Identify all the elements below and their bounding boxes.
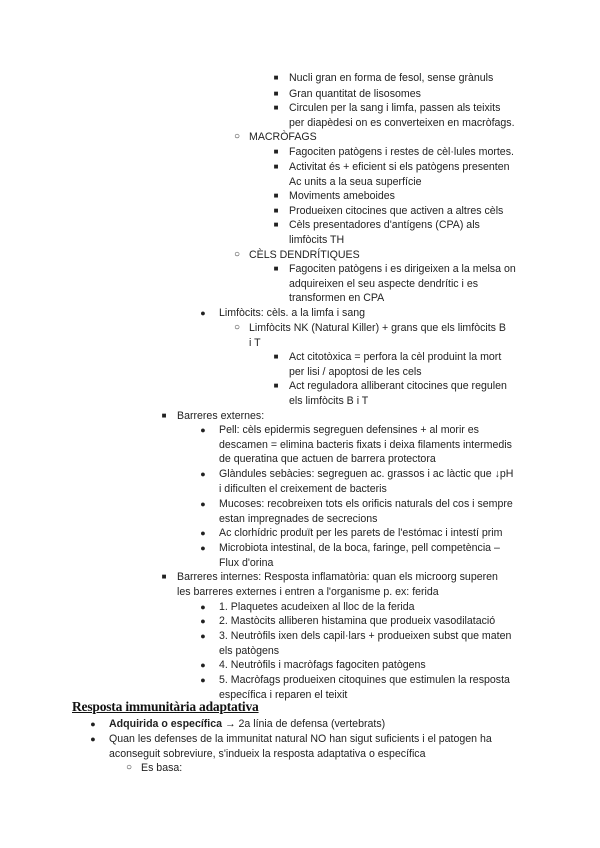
list-item-text: Barreres externes: (177, 410, 265, 422)
list-item (272, 218, 480, 247)
list-item (233, 130, 317, 145)
list-item-text: Produeixen citocines que activen a altres cèls (289, 205, 504, 217)
list-item-text: Glàndules sebàcies: segreguen ac. grassos i ac làctic que ↓pH i dificulten el creixement de bacteris (219, 468, 514, 495)
square-bullet-icon: ■ (273, 103, 279, 112)
square-bullet-icon: ■ (273, 191, 279, 200)
list-item-text: Moviments ameboides (289, 190, 395, 202)
list-item-text: Cèls presentadores d'antígens (CPA) als limfòcits TH (289, 219, 480, 246)
list-item-text: Activitat és + eficient si els patògens presenten Ac units a la seua superfície (289, 161, 510, 188)
list-item-rest: → 2a línia de defensa (vertebrats) (222, 718, 386, 730)
square-bullet-icon: ■ (273, 381, 279, 390)
square-bullet-icon: ■ (273, 352, 279, 361)
list-item (199, 497, 513, 526)
list-item-text (109, 717, 385, 732)
list-item (199, 614, 495, 629)
list-item (272, 262, 516, 306)
disc-bullet-icon: ● (200, 543, 206, 553)
list-item (272, 350, 501, 379)
list-item-text: Microbiota intestinal, de la boca, faringe, pell competència – Flux d'orina (219, 542, 500, 569)
list-item-text: Quan les defenses de la immunitat natural NO han sigut suficients i el patogen ha aconseguit sobreviure, s'indueix la resposta adaptativa o específica (109, 733, 492, 760)
square-bullet-icon: ■ (273, 220, 279, 229)
list-item (199, 673, 510, 702)
disc-bullet-icon: ● (200, 602, 206, 612)
list-item (233, 248, 360, 263)
list-item-text: 3. Neutròfils ixen dels capil·lars + produeixen subst que maten els patògens (219, 630, 512, 657)
list-item (199, 423, 512, 467)
disc-bullet-icon: ● (200, 528, 206, 538)
list-item-text: CÈLS DENDRÍTIQUES (249, 249, 360, 261)
bold-term: Adquirida o específica (109, 718, 223, 730)
square-bullet-icon: ■ (273, 162, 279, 171)
list-item (199, 600, 415, 615)
disc-bullet-icon: ● (200, 616, 206, 626)
square-bullet-icon: ■ (273, 206, 279, 215)
square-bullet-icon: ■ (161, 411, 167, 420)
section-heading: Resposta immunitària adaptativa (72, 699, 259, 714)
list-item-text: Act reguladora alliberant citocines que regulen els limfòcits B i T (289, 380, 507, 407)
square-bullet-icon: ■ (273, 264, 279, 273)
circle-bullet-icon: ○ (125, 762, 133, 773)
list-item (272, 204, 503, 219)
list-item-text: 4. Neutròfils i macròfags fagociten patògens (219, 659, 426, 671)
list-item (272, 160, 510, 189)
list-item (160, 570, 498, 599)
circle-bullet-icon: ○ (233, 249, 241, 260)
list-item (199, 658, 426, 673)
disc-bullet-icon: ● (200, 469, 206, 479)
disc-bullet-icon: ● (200, 675, 206, 685)
list-item (272, 379, 507, 408)
list-item (272, 189, 395, 204)
list-item-text: Gran quantitat de lisosomes (289, 88, 421, 100)
list-item-text: 5. Macròfags produeixen citoquines que estimulen la resposta específica i reparen el teixit (219, 674, 510, 701)
list-item-text: Mucoses: recobreixen tots els orificis naturals del cos i sempre estan impregnades de secrecions (219, 498, 513, 525)
list-item (233, 321, 506, 350)
list-item-text: Limfòcits NK (Natural Killer) + grans que els limfòcits B i T (249, 322, 506, 349)
list-item (199, 526, 502, 541)
square-bullet-icon: ■ (161, 572, 167, 581)
list-item (160, 409, 264, 424)
list-item (199, 467, 513, 496)
list-item (199, 306, 365, 321)
list-item (272, 87, 421, 102)
list-item-text: 1. Plaquetes acudeixen al lloc de la ferida (219, 601, 415, 613)
circle-bullet-icon: ○ (233, 131, 241, 142)
list-item-text: MACRÒFAGS (249, 131, 317, 143)
list-item-text: Pell: cèls epidermis segreguen defensines + al morir es descamen = elimina bacteris fixats i deixa filaments intermedis de queratina que actuen de barrera protectora (219, 424, 512, 466)
list-item-text: Barreres internes: Resposta inflamatòria: quan els microorg superen les barreres externes i entren a l'organisme p. ex: ferida (177, 571, 498, 598)
list-item-text: 2. Mastòcits alliberen histamina que produeix vasodilatació (219, 615, 496, 627)
list-item-text: Nucli gran en forma de fesol, sense grànuls (289, 72, 494, 84)
list-item (199, 541, 500, 570)
list-item-text: Limfòcits: cèls. a la limfa i sang (219, 307, 366, 319)
square-bullet-icon: ■ (273, 73, 279, 82)
circle-bullet-icon: ○ (233, 322, 241, 333)
list-item (272, 101, 515, 130)
square-bullet-icon: ■ (273, 89, 279, 98)
list-item (89, 717, 385, 732)
list-item-text: Fagociten patògens i restes de cèl·lules mortes. (289, 146, 514, 158)
list-item-text: Act citotòxica = perfora la cèl produint la mort per lisi / apoptosi de les cels (289, 351, 502, 378)
disc-bullet-icon: ● (200, 660, 206, 670)
disc-bullet-icon: ● (90, 719, 96, 729)
disc-bullet-icon: ● (90, 734, 96, 744)
list-item (272, 145, 514, 160)
disc-bullet-icon: ● (200, 425, 206, 435)
list-item (272, 71, 493, 86)
disc-bullet-icon: ● (200, 308, 206, 318)
list-item (125, 761, 182, 776)
list-item (199, 629, 511, 658)
disc-bullet-icon: ● (200, 499, 206, 509)
list-item-text: Es basa: (141, 762, 183, 774)
list-item-text: Ac clorhídric produït per les parets de l'estómac i intestí prim (219, 527, 503, 539)
disc-bullet-icon: ● (200, 631, 206, 641)
list-item (89, 732, 492, 761)
list-item-text: Fagociten patògens i es dirigeixen a la melsa on adquireixen el seu aspecte dendrític i es transformen en CPA (289, 263, 516, 305)
list-item-text: Circulen per la sang i limfa, passen als teixits per diapèdesi on es converteixen en macròfags. (289, 102, 515, 129)
square-bullet-icon: ■ (273, 147, 279, 156)
